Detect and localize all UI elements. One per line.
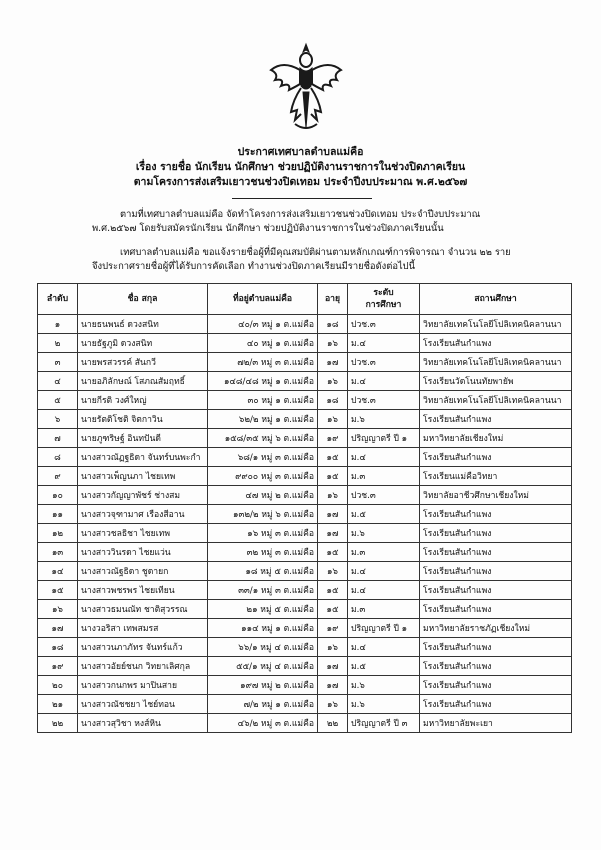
table-row: [38, 543, 572, 562]
cell-school: โรงเรียนสันกำแพง: [420, 410, 572, 429]
cell-address: ๑๓๒/๒ หมู่ ๖ ต.แม่คือ: [208, 505, 318, 524]
cell-age: ๑๗: [318, 657, 348, 676]
cell-no: ๑๕: [38, 581, 78, 600]
cell-level: ม.๕: [348, 657, 420, 676]
cell-level: ปริญญาตรี ปี ๓: [348, 714, 420, 733]
cell-age: ๑๗: [318, 676, 348, 695]
cell-name: นางสาวจุฑามาศ เรืองสีอาน: [78, 505, 208, 524]
table-row: [38, 372, 572, 391]
table-row: [38, 391, 572, 410]
cell-name: นางสาววินรดา ไชยแว่น: [78, 543, 208, 562]
table-header-row: [38, 284, 572, 315]
cell-address: ๔๐/๓ หมู่ ๑ ต.แม่คือ: [208, 315, 318, 334]
cell-name: นางสาวสุวิชา หงส์หิน: [78, 714, 208, 733]
cell-level: ม.๖: [348, 524, 420, 543]
cell-no: ๑๒: [38, 524, 78, 543]
cell-age: ๑๖: [318, 695, 348, 714]
cell-no: ๗: [38, 429, 78, 448]
cell-level: ปวช.๓: [348, 391, 420, 410]
cell-school: โรงเรียนวัดโนนทัยพายัพ: [420, 372, 572, 391]
paragraph-1-line-1: ตามที่เทศบาลตำบลแม่คือ จัดทำโครงการส่งเสริมเยาวชนช่วงปิดเทอม ประจำปีงบประมาณ: [120, 209, 481, 220]
cell-age: ๑๕: [318, 467, 348, 486]
cell-address: ๓๐ หมู่ ๑ ต.แม่คือ: [208, 391, 318, 410]
table-row: [38, 505, 572, 524]
header-school: สถานศึกษา: [420, 284, 572, 315]
cell-level: ม.๔: [348, 372, 420, 391]
table-row: [38, 353, 572, 372]
cell-age: ๑๖: [318, 372, 348, 391]
cell-level: ม.๖: [348, 410, 420, 429]
cell-level: ม.๓: [348, 543, 420, 562]
cell-age: ๑๗: [318, 353, 348, 372]
cell-address: ๓๓/๑ หมู่ ๓ ต.แม่คือ: [208, 581, 318, 600]
cell-age: ๑๙: [318, 429, 348, 448]
cell-name: นางสาวกนกพร มาปินสาย: [78, 676, 208, 695]
header-level: [348, 284, 420, 315]
table-row: [38, 714, 572, 733]
cell-address: ๗/๒ หมู่ ๑ ต.แม่คือ: [208, 695, 318, 714]
cell-name: นายรัตติโชติ จิตกาวิน: [78, 410, 208, 429]
table-row: [38, 448, 572, 467]
cell-name: นางวอริสา เทพสมรส: [78, 619, 208, 638]
header-no: ลำดับ: [38, 284, 78, 315]
cell-no: ๑๘: [38, 638, 78, 657]
cell-school: โรงเรียนสันกำแพง: [420, 524, 572, 543]
cell-address: ๔๗ หมู่ ๒ ต.แม่คือ: [208, 486, 318, 505]
cell-no: ๒: [38, 334, 78, 353]
table-row: [38, 410, 572, 429]
cell-school: โรงเรียนสันกำแพง: [420, 600, 572, 619]
cell-address: ๖๒/๒ หมู่ ๑ ต.แม่คือ: [208, 410, 318, 429]
cell-school: มหาวิทยาลัยพะเยา: [420, 714, 572, 733]
cell-name: นางสาวอัยย์ชนก วิทยาเลิศกุล: [78, 657, 208, 676]
cell-address: ๗๒/๓ หมู่ ๓ ต.แม่คือ: [208, 353, 318, 372]
garuda-emblem-icon: [265, 40, 347, 136]
cell-level: ปวช.๓: [348, 486, 420, 505]
cell-no: ๕: [38, 391, 78, 410]
cell-level: ปวช.๓: [348, 315, 420, 334]
cell-level: ม.๔: [348, 638, 420, 657]
table-row: [38, 524, 572, 543]
table-row: [38, 315, 572, 334]
cell-school: โรงเรียนสันกำแพง: [420, 334, 572, 353]
cell-age: ๑๗: [318, 505, 348, 524]
cell-age: ๑๕: [318, 581, 348, 600]
cell-school: โรงเรียนสันกำแพง: [420, 676, 572, 695]
cell-name: นายพรสวรรค์ สันกวี: [78, 353, 208, 372]
cell-school: มหาวิทยาลัยราชภัฏเชียงใหม่: [420, 619, 572, 638]
cell-no: ๑๙: [38, 657, 78, 676]
cell-no: ๘: [38, 448, 78, 467]
cell-level: ปริญญาตรี ปี ๑: [348, 619, 420, 638]
cell-no: ๓: [38, 353, 78, 372]
cell-name: นางสาวชลธิชา ไชยเทพ: [78, 524, 208, 543]
cell-name: นางสาวณัฐธิดา ชูดายก: [78, 562, 208, 581]
cell-level: ม.๔: [348, 448, 420, 467]
cell-age: ๑๗: [318, 524, 348, 543]
cell-level: ม.๖: [348, 695, 420, 714]
header-level-line-1: ระดับ: [373, 288, 394, 298]
cell-school: มหาวิทยาลัยเชียงใหม่: [420, 429, 572, 448]
table-row: [38, 676, 572, 695]
title-divider: [232, 198, 372, 199]
cell-name: นางสาวนภาภัทร จันทร์แก้ว: [78, 638, 208, 657]
table-row: [38, 619, 572, 638]
cell-age: ๑๘: [318, 315, 348, 334]
announcement-title: ประกาศเทศบาลตำบลแม่คือ: [237, 146, 364, 158]
cell-age: ๑๙: [318, 619, 348, 638]
cell-name: นายภูฑริษฐ์ อินทปันดี: [78, 429, 208, 448]
cell-address: ๓๒ หมู่ ๓ ต.แม่คือ: [208, 543, 318, 562]
cell-level: ม.๕: [348, 505, 420, 524]
table-row: [38, 600, 572, 619]
cell-no: ๑๓: [38, 543, 78, 562]
cell-no: ๒๒: [38, 714, 78, 733]
table-row: [38, 486, 572, 505]
cell-name: นายอภิลักษณ์ โสภณสัมฤทธิ์: [78, 372, 208, 391]
cell-level: ม.๔: [348, 334, 420, 353]
cell-school: โรงเรียนสันกำแพง: [420, 581, 572, 600]
cell-address: ๕๕/๑ หมู่ ๔ ต.แม่คือ: [208, 657, 318, 676]
cell-no: ๔: [38, 372, 78, 391]
cell-age: ๑๕: [318, 600, 348, 619]
cell-name: นางสาวณัฏฐธิดา จันทร์บนพะกำ: [78, 448, 208, 467]
cell-school: วิทยาลัยเทคโนโลยีโปลิเทคนิคลานนา: [420, 391, 572, 410]
cell-school: วิทยาลัยเทคโนโลยีโปลิเทคนิคลานนา: [420, 353, 572, 372]
table-row: [38, 334, 572, 353]
cell-school: โรงเรียนสันกำแพง: [420, 695, 572, 714]
cell-school: วิทยาลัยเทคโนโลยีโปลิเทคนิคลานนา: [420, 315, 572, 334]
header-level-line-2: การศึกษา: [365, 300, 402, 310]
cell-age: ๑๘: [318, 391, 348, 410]
cell-level: ม.๓: [348, 467, 420, 486]
cell-address: ๑๑๔ หมู่ ๑ ต.แม่คือ: [208, 619, 318, 638]
cell-school: โรงเรียนสันกำแพง: [420, 543, 572, 562]
cell-name: นางสาวกัญญาพัชร์ ช่างสม: [78, 486, 208, 505]
cell-address: ๒๑ หมู่ ๕ ต.แม่คือ: [208, 600, 318, 619]
cell-level: ม.๔: [348, 581, 420, 600]
cell-level: ม.๖: [348, 676, 420, 695]
cell-address: ๙๙๐๐ หมู่ ๓ ต.แม่คือ: [208, 467, 318, 486]
cell-name: นางสาวพชรพร ไชยเทียน: [78, 581, 208, 600]
table-row: [38, 562, 572, 581]
cell-school: โรงเรียนสันกำแพง: [420, 505, 572, 524]
cell-address: ๑๙๗ หมู่ ๒ ต.แม่คือ: [208, 676, 318, 695]
cell-name: นางสาวณัชชยา ไชย์ทอน: [78, 695, 208, 714]
cell-address: ๑๔๘/๔๘ หมู่ ๑ ต.แม่คือ: [208, 372, 318, 391]
selected-students-table: [37, 283, 572, 733]
header-address: ที่อยู่ตำบลแม่คือ: [208, 284, 318, 315]
table-row: [38, 581, 572, 600]
cell-name: นายธนพนธ์ ดวงสนิท: [78, 315, 208, 334]
cell-address: ๔๐ หมู่ ๑ ต.แม่คือ: [208, 334, 318, 353]
cell-address: ๖๘/๑ หมู่ ๓ ต.แม่คือ: [208, 448, 318, 467]
cell-address: ๔๖/๒ หมู่ ๓ ต.แม่คือ: [208, 714, 318, 733]
cell-age: ๑๕: [318, 543, 348, 562]
announcement-project: ตามโครงการส่งเสริมเยาวชนช่วงปิดเทอม ประจำปีงบประมาณ พ.ศ.๒๕๖๗: [133, 176, 468, 188]
cell-school: โรงเรียนสันกำแพง: [420, 638, 572, 657]
cell-level: ปริญญาตรี ปี ๑: [348, 429, 420, 448]
table-row: [38, 657, 572, 676]
paragraph-1-line-2: พ.ศ.๒๕๖๗ โดยรับสมัครนักเรียน นักศึกษา ช่วยปฏิบัติงานราชการในช่วงปิดภาคเรียนนั้น: [92, 223, 444, 234]
cell-age: ๑๖: [318, 334, 348, 353]
cell-age: ๑๖: [318, 486, 348, 505]
cell-school: วิทยาลัยอาชีวศึกษาเชียงใหม่: [420, 486, 572, 505]
cell-no: ๑๐: [38, 486, 78, 505]
table-row: [38, 429, 572, 448]
cell-age: ๑๕: [318, 448, 348, 467]
cell-no: ๑๑: [38, 505, 78, 524]
cell-address: ๑๘ หมู่ ๕ ต.แม่คือ: [208, 562, 318, 581]
cell-name: นายกีรติ วงศ์ใหญ่: [78, 391, 208, 410]
header-name: ชื่อ สกุล: [78, 284, 208, 315]
cell-school: โรงเรียนสันกำแพง: [420, 562, 572, 581]
cell-age: ๑๖: [318, 638, 348, 657]
cell-school: โรงเรียนสันกำแพง: [420, 657, 572, 676]
cell-no: ๑๔: [38, 562, 78, 581]
cell-address: ๑๕๘/๓๕ หมู่ ๖ ต.แม่คือ: [208, 429, 318, 448]
cell-no: ๑๖: [38, 600, 78, 619]
cell-name: นายธัฐภูมิ ดวงสนิท: [78, 334, 208, 353]
paragraph-2-line-1: เทศบาลตำบลแม่คือ ขอแจ้งรายชื่อผู้ที่มีคุณสมบัติผ่านตามหลักเกณฑ์การพิจารณา จำนวน ๒๒ ราย: [120, 247, 511, 258]
cell-age: ๑๖: [318, 410, 348, 429]
cell-name: นางสาวธมนณัท ชาติสุวรรณ: [78, 600, 208, 619]
cell-name: นางสาวเพ็ญนภา ไชยเทพ: [78, 467, 208, 486]
table-row: [38, 467, 572, 486]
cell-address: ๖๖/๑ หมู่ ๔ ต.แม่คือ: [208, 638, 318, 657]
cell-no: ๒๑: [38, 695, 78, 714]
cell-level: ม.๔: [348, 562, 420, 581]
paragraph-2-line-2: จึงประกาศรายชื่อผู้ที่ได้รับการคัดเลือก ทำงานช่วงปิดภาคเรียนมีรายชื่อดังต่อไปนี้: [92, 261, 416, 272]
cell-school: โรงเรียนแม่คือวิทยา: [420, 467, 572, 486]
cell-school: โรงเรียนสันกำแพง: [420, 448, 572, 467]
cell-level: ปวช.๓: [348, 353, 420, 372]
cell-no: ๑๗: [38, 619, 78, 638]
header-age: อายุ: [318, 284, 348, 315]
cell-no: ๑: [38, 315, 78, 334]
table-row: [38, 695, 572, 714]
cell-level: ม.๓: [348, 600, 420, 619]
announcement-subject: เรื่อง รายชื่อ นักเรียน นักศึกษา ช่วยปฏิบัติงานราชการในช่วงปิดภาคเรียน: [135, 161, 466, 173]
cell-no: ๙: [38, 467, 78, 486]
cell-no: ๒๐: [38, 676, 78, 695]
table-row: [38, 638, 572, 657]
cell-address: ๑๖ หมู่ ๓ ต.แม่คือ: [208, 524, 318, 543]
cell-no: ๖: [38, 410, 78, 429]
cell-age: ๒๒: [318, 714, 348, 733]
cell-age: ๑๖: [318, 562, 348, 581]
